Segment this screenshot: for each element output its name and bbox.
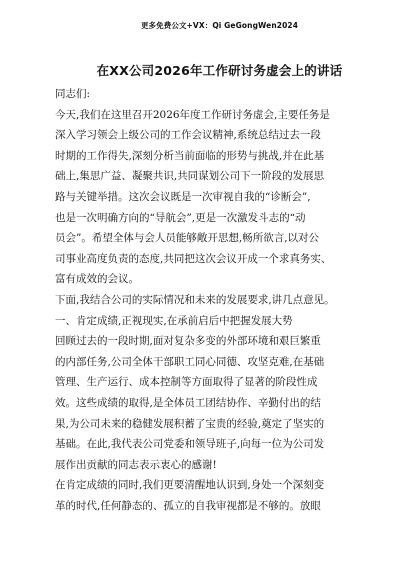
paragraph-line: 深入学习领会上级公司的工作会议精神,系统总结过去一段 bbox=[55, 129, 321, 142]
paragraph-line: 展作出贡献的同志表示衷心的感谢! bbox=[55, 458, 217, 471]
document-body bbox=[55, 84, 384, 516]
paragraph-line: 管理、生产运行、成本控制等方面取得了显著的阶段性成 bbox=[55, 376, 318, 389]
paragraph-line: 司事业高度负责的态度,共同把这次会议开成一个求真务实、 bbox=[55, 252, 332, 265]
paragraph-line: 基础。在此,我代表公司党委和领导班子,向每一位为公司发 bbox=[55, 438, 325, 451]
section-heading: 一、肯定成绩,正视现实,在承前启后中把握发展大势 bbox=[55, 314, 293, 327]
paragraph-line: 今天,我们在这里召开2026年度工作研讨务虚会,主要任务是 bbox=[55, 108, 330, 121]
paragraph-line: 路与关键举措。这次会议既是一次审视自我的“诊断会”, bbox=[55, 190, 311, 203]
paragraph-line: 员会”。希望全体与会人员能够敞开思想,畅所欲言,以对公 bbox=[55, 232, 320, 245]
paragraph-line: 的内部任务,公司全体干部职工同心同德、攻坚克难,在基础 bbox=[55, 355, 325, 368]
paragraph-line: 在肯定成绩的同时,我们更要清醒地认识到,身处一个深刻变 bbox=[55, 479, 325, 492]
paragraph-line: 效。这些成绩的取得,是全体员工团结协作、辛勤付出的结 bbox=[55, 396, 321, 409]
paragraph-line: 回顾过去的一段时期,面对复杂多变的外部环境和艰巨繁重 bbox=[55, 335, 321, 348]
paragraph-line: 富有成效的会议。 bbox=[55, 273, 139, 286]
paragraph-line: 革的时代,任何静态的、孤立的自我审视都是不够的。放眼 bbox=[55, 499, 321, 512]
paragraph-line: 也是一次明确方向的“导航会”,更是一次激发斗志的“动 bbox=[55, 211, 306, 224]
paragraph-line: 下面,我结合公司的实际情况和未来的发展要求,讲几点意见。 bbox=[55, 293, 335, 306]
header-note: 更多免费公文+VX：Qi GeGongWen2024 bbox=[140, 21, 299, 30]
document-title: 在XX公司2026年工作研讨务虚会上的讲话 bbox=[96, 63, 343, 78]
paragraph-line: 果,为公司未来的稳健发展积蓄了宝贵的经验,奠定了坚实的 bbox=[55, 417, 325, 430]
paragraph-line: 时期的工作得失,深刻分析当前面临的形势与挑战,并在此基 bbox=[55, 149, 325, 162]
paragraph-line: 础上,集思广益、凝聚共识,共同谋划公司下一阶段的发展思 bbox=[55, 170, 325, 183]
salutation-line: 同志们: bbox=[55, 88, 91, 100]
